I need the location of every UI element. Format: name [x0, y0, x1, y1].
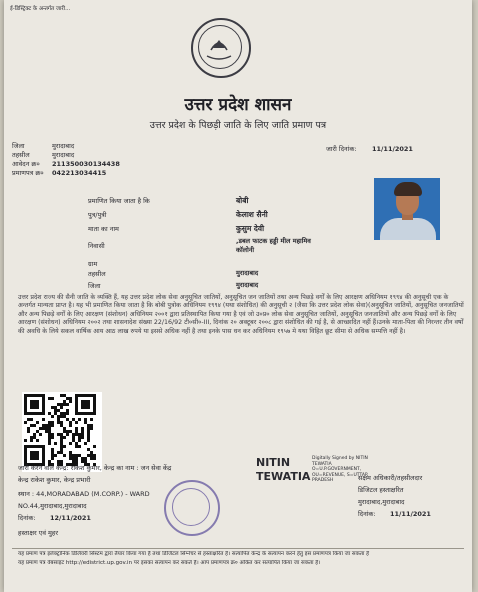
father-name: केलाश सैनी [236, 210, 268, 219]
applicant-photo [374, 178, 440, 240]
certificate-sheet [4, 0, 472, 592]
place-line-2: NO.44,मुरादाबाद,मुरादाबाद [18, 502, 87, 510]
top-note: ई-डिस्ट्रिक्ट के अन्तर्गत जारी... [10, 6, 71, 12]
mother-label: माता का नाम [88, 225, 119, 233]
person-tehsil-label: तहसील [88, 270, 106, 278]
certificate-number: 042213034415 [52, 169, 107, 177]
person-district-label: जिला [88, 282, 101, 290]
verification-url-line: यह प्रमाण पत्र वेबसाइट http://edistrict.up.gov.in पर इसका सत्यापन कर सकते हैं। आप प्रमाणपत्र क्र० अंकित कर सत्यापित किया जा सकता है। [18, 560, 321, 566]
address-line-1: ,डबल फाटक हड्डी मील महामिव [236, 237, 311, 245]
officer-date-label: दिनांक: [358, 510, 376, 518]
signature-label: हस्ताक्षर एवं मुहर [18, 529, 59, 537]
officer-title: सक्षम अधिकारी/तहसीलदार [358, 474, 423, 482]
state-emblem-seal [191, 18, 251, 78]
application-number-label: आवेदन क्र० [12, 160, 40, 168]
place-line: स्थान : 44,MORADABAD (M.CORP.) - WARD [18, 490, 150, 498]
center-name: केन्द्र राकेश कुमार, केन्द्र प्रभारी [18, 476, 91, 484]
footer-date-label: दिनांक: [18, 514, 36, 522]
application-number: 211350030134438 [52, 160, 120, 168]
verification-note: यह प्रमाण पत्र इलेक्ट्रॉनिक डिलिवरी सिस्टम द्वारा तैयार किया गया है तथा डिजिटल सिग्नेचर से हस्ताक्षरित है। सत्यापित केन्द्र के सत्यापन करने हेतु इस प्रमाणपत्र किया जा सकता है [18, 551, 370, 557]
father-label: पुत्र/पुत्री [88, 211, 107, 219]
digital-sign-text: Digitally Signed by NITIN TEWATIA O=U.P.GOVERNMENT, OU=REVENUE, S=UTTAR PRADESH [312, 456, 369, 483]
address-line-2: कॉलोनी [236, 246, 255, 254]
person-name: बोबी [236, 196, 249, 205]
certificate-body-text: उत्तर प्रदेश राज्य की सैनी जाति के व्यक्ति हैं, यह उत्तर प्रदेश लोक सेवा अनुसूचित जातियों, अनुसूचित जन जातियों तथा अन्य पिछड़े वर्गों के लिए आरक्षण अधिनियम १९९४ की अनुसूची एक के अन्तर्गत मान्यता प्राप्त है। यह भी प्रमाणित किया जाता है कि बोबी पुत्रोक अधिनियम १९९४ (यथा संशोधित) की अनुसूची २ (जैसा कि उत्तर प्रदेश लोक सेवा)(अनुसूचित जातियों, अनुसूचित जनजातियों और अन्य पिछड़े वर्गों के लिए आरक्षण (संशोधन) अधिनियम २००१ द्वारा प्रतिस्थापित किया गया है एवं जो उ०प्र० लोक सेवा अनुसूचित जातियों, अनुसूचित जनजातियों और अन्य पिछड़े वर्गों के लिए आरक्षण (संशोधन) अधिनियम २००२ तथा शासनादेश संख्या 22/16/92 टी०सी०-III, दिनांक २० अक्टूबर २००८ द्वारा संशोधित की गई है, से आच्छादित नहीं हैं।उनके माता-पिता की निरन्तर तीन वर्षों की अवधि के लिये सकल वार्षिक आय आठ लाख रुपये या इससे अधिक नहीं है तथा इनके पास धन कर अधिनियम १९५७ मे यथा विहित छूट सीमा से अधिक सम्पत्ति नहीं है। [18, 294, 464, 335]
issue-date-label: जारी दिनांक: [326, 145, 357, 153]
person-district-value: मुरादाबाद [236, 281, 259, 289]
footer-date: 12/11/2021 [50, 514, 91, 522]
tehsil-value: मुरादाबाद [52, 151, 75, 159]
signer-name-line-1: NITIN [256, 456, 291, 469]
issue-date: 11/11/2021 [372, 145, 413, 153]
mother-name: कुसुम देवी [236, 224, 265, 233]
district-label: जिला [12, 142, 25, 150]
signer-name-line-2: TEWATIA [256, 470, 311, 483]
issuer-line: जारी करने वाले केन्द्र: राकेश कुमार, केन्द्र का नाम : जन सेवा केंद्र [18, 464, 172, 472]
officer-date: 11/11/2021 [390, 510, 431, 518]
person-tehsil-value: मुरादाबाद [236, 269, 259, 277]
district-value: मुरादाबाद [52, 142, 75, 150]
center-stamp [164, 480, 220, 536]
resident-label: निवासी [88, 242, 105, 250]
certify-label: प्रमाणित किया जाता है कि [88, 197, 150, 205]
officer-sign: डिजिटल हस्ताक्षरित [358, 486, 404, 494]
officer-place: मुरादाबाद,मुरादाबाद [358, 498, 405, 506]
village-label: ग्राम [88, 260, 98, 268]
tehsil-label: तहसील [12, 151, 30, 159]
verification-qr-code [22, 392, 102, 472]
certificate-number-label: प्रमाणपत्र क्र० [12, 169, 44, 177]
page-subtitle: उत्तर प्रदेश के पिछड़ी जाति के लिए जाति प्रमाण पत्र [149, 120, 327, 131]
page-title: उत्तर प्रदेश शासन [184, 95, 292, 115]
footer-divider [12, 548, 464, 549]
